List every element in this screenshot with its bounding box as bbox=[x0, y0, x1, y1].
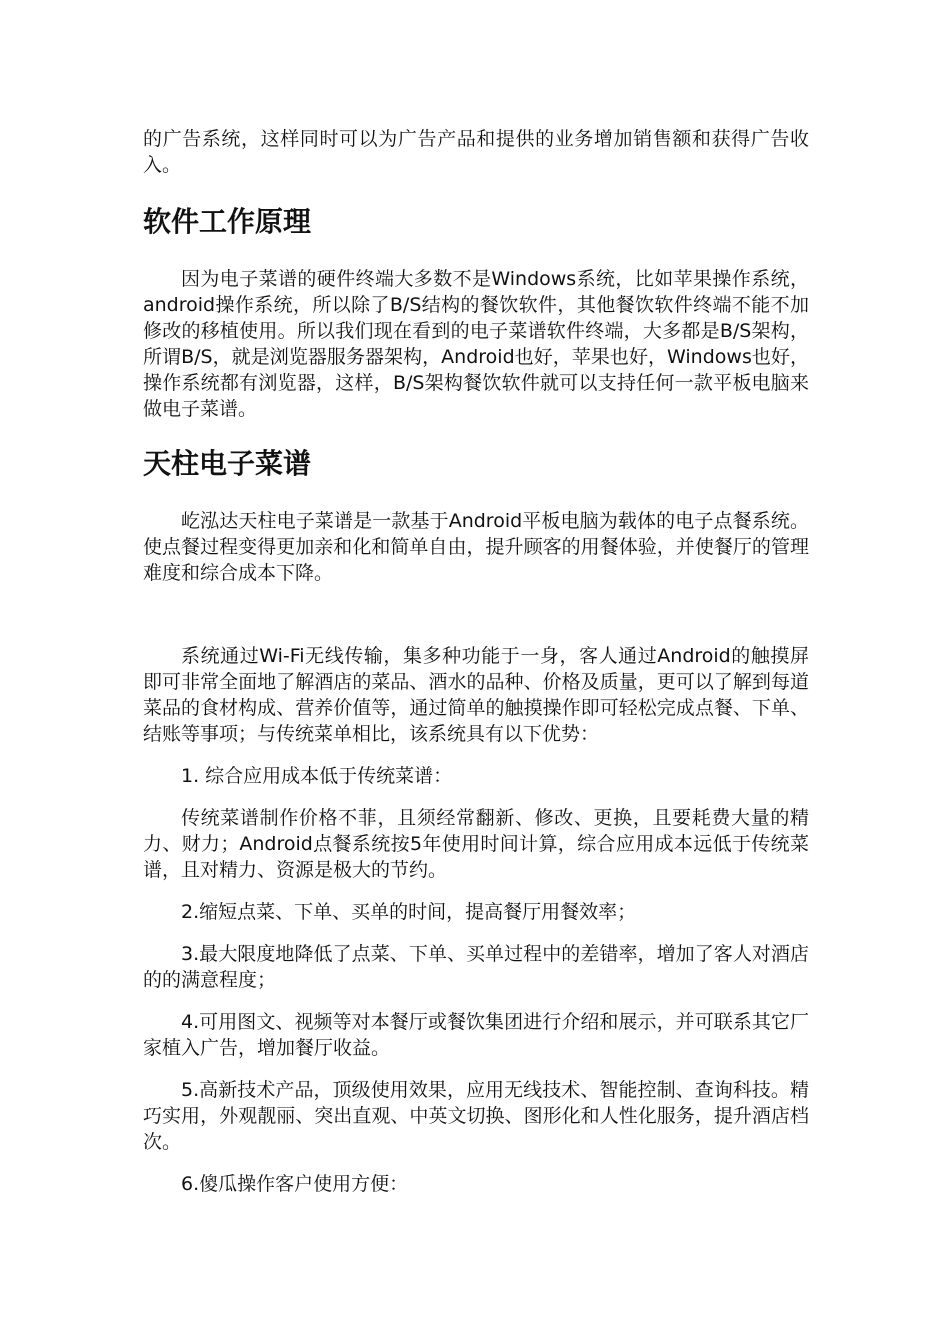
tianzhu-intro-paragraph: 屹泓达天柱电子菜谱是一款基于Android平板电脑为载体的电子点餐系统。使点餐过程变得更加亲和化和简单自由，提升顾客的用餐体验，并使餐厅的管理难度和综合成本下降。 bbox=[143, 510, 809, 584]
advantage-item-2: 2.缩短点菜、下单、买单的时间，提高餐厅用餐效率； bbox=[181, 901, 637, 923]
advantage-item-1-body: 传统菜谱制作价格不菲，且须经常翻新、修改、更换，且要耗费大量的精力、财力；Android点餐系统按5年使用时间计算，综合应用成本远低于传统菜谱，且对精力、资源是极大的节约。 bbox=[143, 807, 809, 881]
intro-tail-paragraph: 的广告系统，这样同时可以为广告产品和提供的业务增加销售额和获得广告收入。 bbox=[143, 128, 809, 176]
advantage-item-4: 4.可用图文、视频等对本餐厅或餐饮集团进行介绍和展示，并可联系其它厂家植入广告，增加餐厅收益。 bbox=[143, 1011, 809, 1059]
advantage-item-1-title: 1. 综合应用成本低于传统菜谱： bbox=[181, 765, 453, 787]
advantage-item-5: 5.高新技术产品，顶级使用效果，应用无线技术、智能控制、查询科技。精巧实用，外观靓丽、突出直观、中英文切换、图形化和人性化服务，提升酒店档次。 bbox=[143, 1079, 809, 1153]
advantage-item-3: 3.最大限度地降低了点菜、下单、买单过程中的差错率，增加了客人对酒店的的满意程度； bbox=[143, 943, 809, 991]
advantage-item-6: 6.傻瓜操作客户使用方便： bbox=[181, 1173, 409, 1195]
working-principle-paragraph: 因为电子菜谱的硬件终端大多数不是Windows系统，比如苹果操作系统，android操作系统，所以除了B/S结构的餐饮软件，其他餐饮软件终端不能不加修改的移植使用。所以我们现在看到的电子菜谱软件终端，大多都是B/S架构，所谓B/S，就是浏览器服务器架构，Android也好，苹果也好，Windows也好，操作系统都有浏览器，这样，B/S架构餐饮软件就可以支持任何一款平板电脑来做电子菜谱。 bbox=[143, 268, 809, 420]
document-body bbox=[143, 126, 809, 1197]
section-heading-working-principle: 软件工作原理 bbox=[143, 205, 312, 238]
system-overview-paragraph: 系统通过Wi-Fi无线传输，集多种功能于一身，客人通过Android的触摸屏即可非常全面地了解酒店的菜品、酒水的品种、价格及质量，更可以了解到每道菜品的食材构成、营养价值等，通过简单的触摸操作即可轻松完成点餐、下单、结账等事项；与传统菜单相比，该系统具有以下优势： bbox=[143, 645, 809, 745]
section-heading-tianzhu-menu: 天柱电子菜谱 bbox=[143, 447, 312, 480]
